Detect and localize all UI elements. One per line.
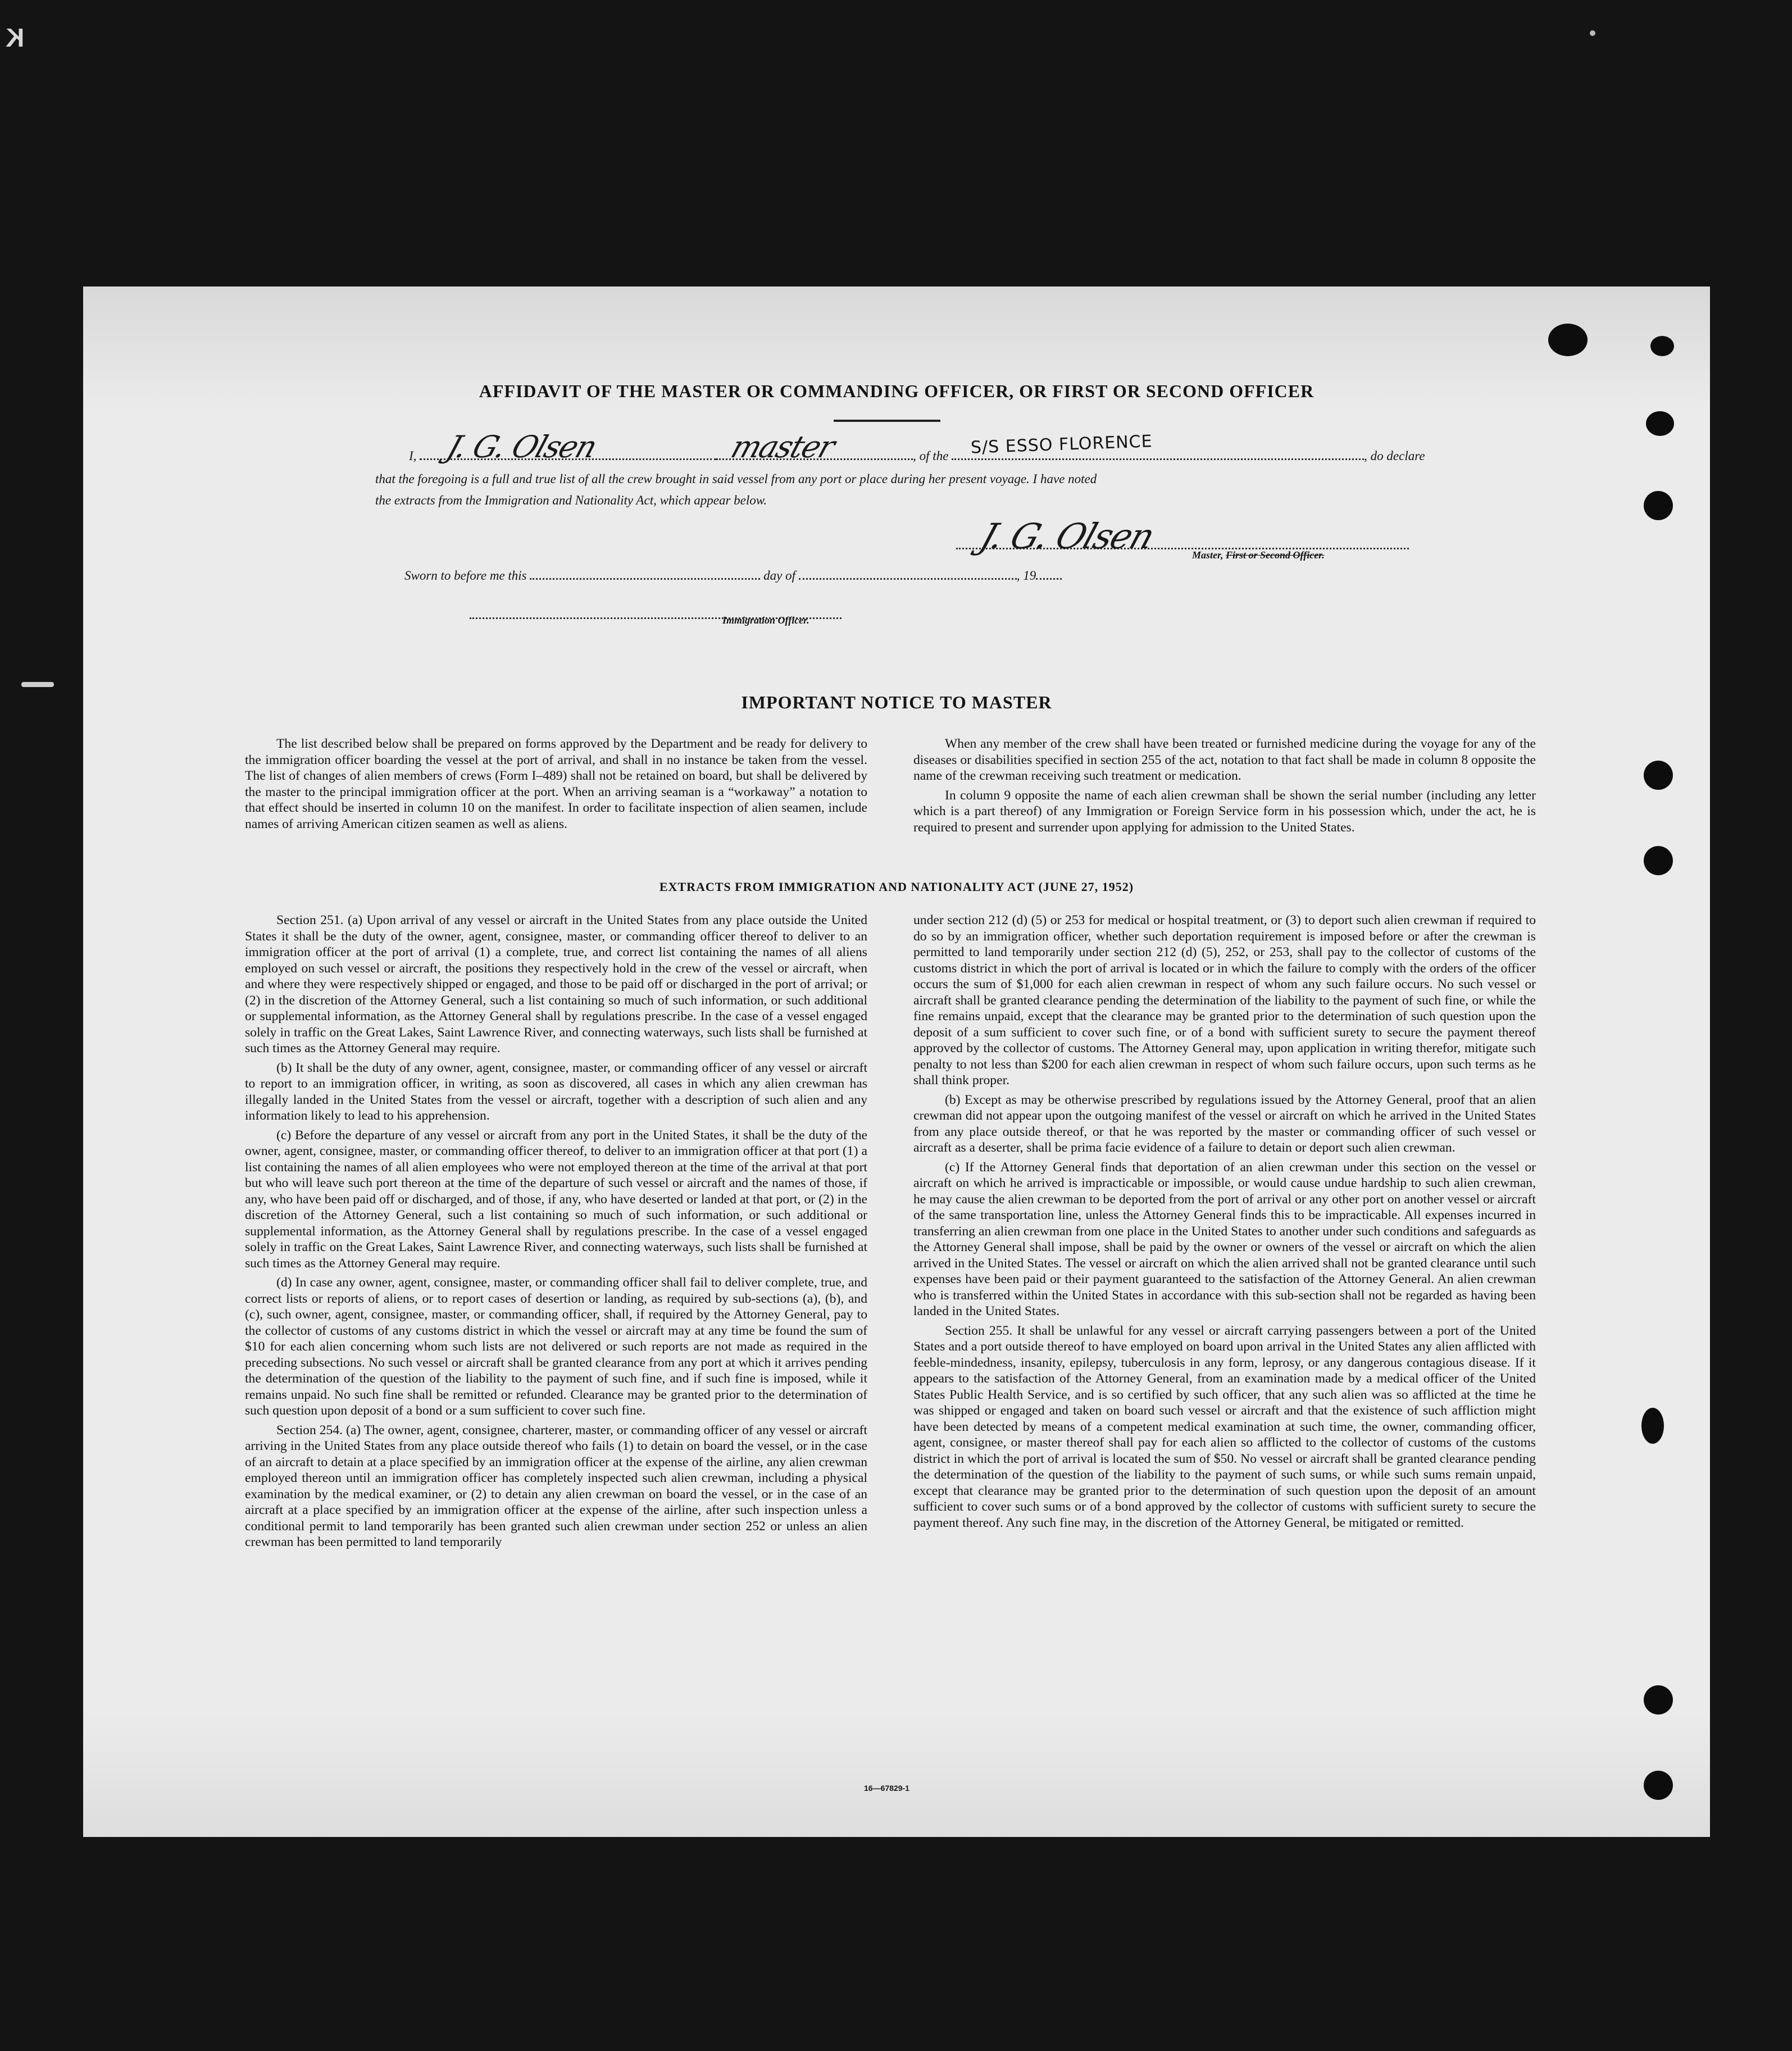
affidavit-title: AFFIDAVIT OF THE MASTER OR COMMANDING OFFICER, OR FIRST OR SECOND OFFICER — [479, 381, 1315, 401]
caption-struck-officer: First or Second Officer. — [1226, 549, 1325, 561]
do-declare-label: , do declare — [1364, 449, 1425, 463]
notice-left-paragraph: The list described below shall be prepared on forms approved by the Department and be ready for delivery to the immigration officer boarding the vessel at the port of arrival, and shall in no instance be taken from the vessel. The list of changes of alien members of crews (Form I–489) shall not be retained on board, but shall be delivered by the master to the principal immigration officer at the port. When an arriving seaman is a “workaway” a notation to that effect should be inserted in column 10 on the manifest. In order to facilitate inspection of alien seamen, include names of arriving American citizen seamen as well as aliens. — [245, 736, 867, 831]
affidavit-line-3: the extracts from the Immigration and Nationality Act, which appear below. — [375, 493, 767, 507]
title-divider — [834, 420, 940, 422]
punch-hole — [1644, 846, 1673, 875]
punch-hole — [1644, 1685, 1673, 1715]
section-254-a-continued: under section 212 (d) (5) or 253 for medical or hospital treatment, or (3) to deport such alien crewman if required to do so by an immigration officer, whether such deportation requirement is imposed before or after the crewman is permitted to land temporarily under section 212 (d) (5), 252, or 253, shall pay to the collector of customs of the customs district in which the port of arrival is located or in which the failure to comply with the orders of the officer occurs the sum of $1,000 for each alien crewman in respect of whom any such failure occurs. No such vessel or aircraft shall be granted clearance pending the determination of the liability to the payment of such fine, or while the fine remains unpaid, except that the clearance may be granted prior to the determination of such question upon the deposit of a sum sufficient to cover such fine, or of a bond with sufficient surety to secure the payment thereof approved by the collector of customs. The Attorney General may, upon application in writing therefor, mitigate such penalty to not less than $200 for each alien crewman in respect of whom such failure occurs, upon such terms as he shall think proper. — [913, 913, 1536, 1088]
form-number: 16—67829-1 — [864, 1784, 909, 1793]
notice-left-column — [245, 736, 867, 835]
document-page — [83, 286, 1710, 1837]
extracts-title: EXTRACTS FROM IMMIGRATION AND NATIONALITY ACT (JUNE 27, 1952) — [659, 880, 1134, 894]
section-251-a: Section 251. (a) Upon arrival of any vessel or aircraft in the United States from any place outside the United States it shall be the duty of the owner, agent, consignee, master, or commanding officer thereof to deliver to an immigration officer at the port of arrival (1) a complete, true, and correct list containing the names of all aliens employed on such vessel or aircraft, the positions they respectively hold in the crew of the vessel or aircraft, when and where they were respectively shipped or engaged, and those to be paid off or discharged in the port of arrival; or (2) in the discretion of the Attorney General, such a list containing so much of such information, or such additional or supplemental information, as the Attorney General shall by regulations prescribe. In the case of a vessel engaged solely in traffic on the Great Lakes, Saint Lawrence River, and connecting waterways, such lists shall be furnished at such times as the Attorney General may require. — [245, 913, 867, 1056]
caption-master: Master, — [1192, 549, 1224, 561]
frame-dot — [1590, 30, 1595, 36]
year-field — [1036, 568, 1062, 580]
day-of-label: day of — [763, 569, 795, 583]
sworn-day-field — [530, 568, 760, 580]
notice-right-paragraph-1: When any member of the crew shall have been treated or furnished medicine during the voyage for any of the diseases or disabilities specified in section 255 of the act, notation to that fact shall be made in column 8 opposite the name of the crewman receiving such treatment or medication. — [913, 736, 1536, 783]
notice-right-column — [913, 736, 1536, 839]
section-254-c: (c) If the Attorney General finds that deportation of an alien crewman under this section on the vessel or aircraft on which he arrived is impracticable or impossible, or would cause undue hardship to such alien crewman, he may cause the alien crewman to be deported from the port of arrival or any other port on another vessel or aircraft of the same transportation line, unless the Attorney General finds this to be impracticable. All expenses incurred in transferring an alien crewman from one place in the United States to another under such conditions and safeguards as the Attorney General shall impose, shall be paid by the owner or owners of the vessel or aircraft on which the alien arrived in the United States. The vessel or aircraft on which the alien arrived shall not be granted clearance until such expenses have been paid or their payment guaranteed to the satisfaction of the Attorney General. An alien crewman who is transferred within the United States in accordance with this sub-section shall not be regarded as having been landed in the United States. — [913, 1159, 1536, 1318]
of-the-label: , of the — [913, 449, 949, 463]
frame-corner-mark: K — [6, 23, 25, 52]
signatory-name-handwritten: J. G. Olsen — [442, 429, 601, 465]
notice-right-paragraph-2: In column 9 opposite the name of each alien crewman shall be shown the serial number (including any letter which is a part thereof) of any Immigration or Foreign Service form in his possession which, under the act, he is required to present and surrender upon applying for admission to the United States. — [913, 788, 1536, 835]
vessel-name-typed: S/S ESSO FLORENCE — [970, 431, 1153, 458]
punch-hole — [1644, 491, 1673, 520]
punch-hole — [1644, 1771, 1673, 1800]
section-251-d: (d) In case any owner, agent, consignee, master, or commanding officer shall fail to deliver complete, true, and correct lists or reports of aliens, or to report cases of desertion or landing, as required by sub-sections (a), (b), and (c), such owner, agent, consignee, master, or commanding officer, shall, if required by the Attorney General, pay to the collector of customs of any customs district in which the vessel or aircraft may at any time be found the sum of $10 for each alien concerning whom such lists are not delivered or such reports are not made as required in the preceding subsections. No such vessel or aircraft shall be granted clearance from any port at which it arrives pending the determination of the question of the liability to the payment of such fine, and if such fine is imposed, while it remains unpaid. No such fine shall be remitted or refunded. Clearance may be granted prior to the determination of such question upon deposit of a bond or a sum sufficient to cover such fine. — [245, 1275, 867, 1418]
year-prefix: , 19 — [1016, 569, 1036, 583]
notice-title: IMPORTANT NOTICE TO MASTER — [741, 692, 1052, 712]
rank-handwritten: master — [726, 429, 839, 465]
section-255: Section 255. It shall be unlawful for any vessel or aircraft carrying passengers between a port of the United States and a port outside thereof to have employed on board upon arrival in the United States any alien afflicted with feeble-mindedness, insanity, epilepsy, tuberculosis in any form, leprosy, or any dangerous contagious disease. If it appears to the satisfaction of the Attorney General, from an examination made by a medical officer of the United States Public Health Service, and is so certified by such officer, that any such alien was so afflicted at the time he was shipped or engaged and taken on board such vessel or aircraft and that the existence of such affliction might have been detected by means of a competent medical examination at such time, the owner, commanding officer, agent, consignee, or master thereof shall pay for each alien so afflicted to the collector of customs of the customs district in which the port of arrival is located the sum of $50. No vessel or aircraft shall be granted clearance pending the determination of the question of the liability to the payment of such sums, or while such sums remain unpaid, except that clearance may be granted prior to the determination of such question upon the deposit of an amount sufficient to cover such sums or of a bond approved by the collector of customs with sufficient surety to secure the payment thereof. Any such fine may, in the discretion of the Attorney General, be mitigated or remitted. — [913, 1323, 1536, 1530]
section-254-a: Section 254. (a) The owner, agent, consignee, charterer, master, or commanding officer of any vessel or aircraft arriving in the United States from any place outside thereof who fails (1) to detain on board the vessel, or in the case of an aircraft to detain at a place specified by an immigration officer at the expense of the airline, any alien crewman employed thereon until an immigration officer has completely inspected such alien crewman, including a physical examination by the medical examiner, or (2) to detain any alien crewman on board the vessel, or in the case of an aircraft at a place specified by an immigration officer at the expense of the airline, after such inspection unless a conditional permit to land temporarily has been granted such alien crewman under section 252 or unless an alien crewman has been permitted to land temporarily — [245, 1422, 867, 1549]
ink-blot — [1650, 336, 1674, 356]
sworn-month-field — [799, 568, 1017, 580]
extracts-left-column — [245, 912, 867, 1554]
sworn-line — [404, 565, 1062, 586]
punch-hole — [1641, 1408, 1664, 1444]
officer-caption: Immigration Officer. — [722, 615, 809, 626]
signature-caption — [1192, 549, 1325, 561]
affidavit-line-2: that the foregoing is a full and true list of all the crew brought in said vessel from any port or place during her present voyage. I have noted — [375, 472, 1097, 486]
section-251-c: (c) Before the departure of any vessel or aircraft from any port in the United States, it shall be the duty of the owner, agent, consignee, master, or commanding officer thereof, to deliver to an immigration officer at that port (1) a list containing the names of all alien employees who were not employed thereon at the time of the arrival at that port but who will leave such port thereon at the time of the departure of such vessel or aircraft and the names of those, if any, who have been paid off or discharged, and of those, if any, who have deserted or landed at that port, or (2) in the discretion of the Attorney General, such a list containing so much of such information, or such additional or supplemental information, as the Attorney General shall by regulations prescribe. In the case of a vessel engaged solely in traffic on the Great Lakes, Saint Lawrence River, and connecting waterways, such lists shall be furnished at such times as the Attorney General may require. — [245, 1127, 867, 1271]
punch-hole — [1644, 761, 1673, 790]
frame-side-mark — [21, 682, 54, 687]
ink-blot — [1548, 324, 1588, 356]
master-signature: J. G. Olsen — [975, 516, 1159, 557]
section-254-b: (b) Except as may be otherwise prescribed by regulations issued by the Attorney General, proof that an alien crewman did not appear upon the outgoing manifest of the vessel or aircraft on which he arrived in the United States from any place outside thereof, or that he was reported by the master or commanding officer of such vessel or aircraft as a deserter, shall be prima facie evidence of a failure to detain or deport such alien crewman. — [913, 1092, 1536, 1155]
punch-hole — [1646, 411, 1674, 436]
extracts-right-column — [913, 912, 1536, 1534]
sworn-label: Sworn to before me this — [404, 569, 527, 583]
declare-prefix: I, — [409, 449, 417, 463]
section-251-b: (b) It shall be the duty of any owner, agent, consignee, master, or commanding officer of any vessel or aircraft to report to an immigration officer, in writing, as soon as discovered, all cases in which any alien crewman has illegally landed in the United States from the vessel or aircraft, together with a description of such alien and any information likely to lead to his apprehension. — [245, 1060, 867, 1123]
